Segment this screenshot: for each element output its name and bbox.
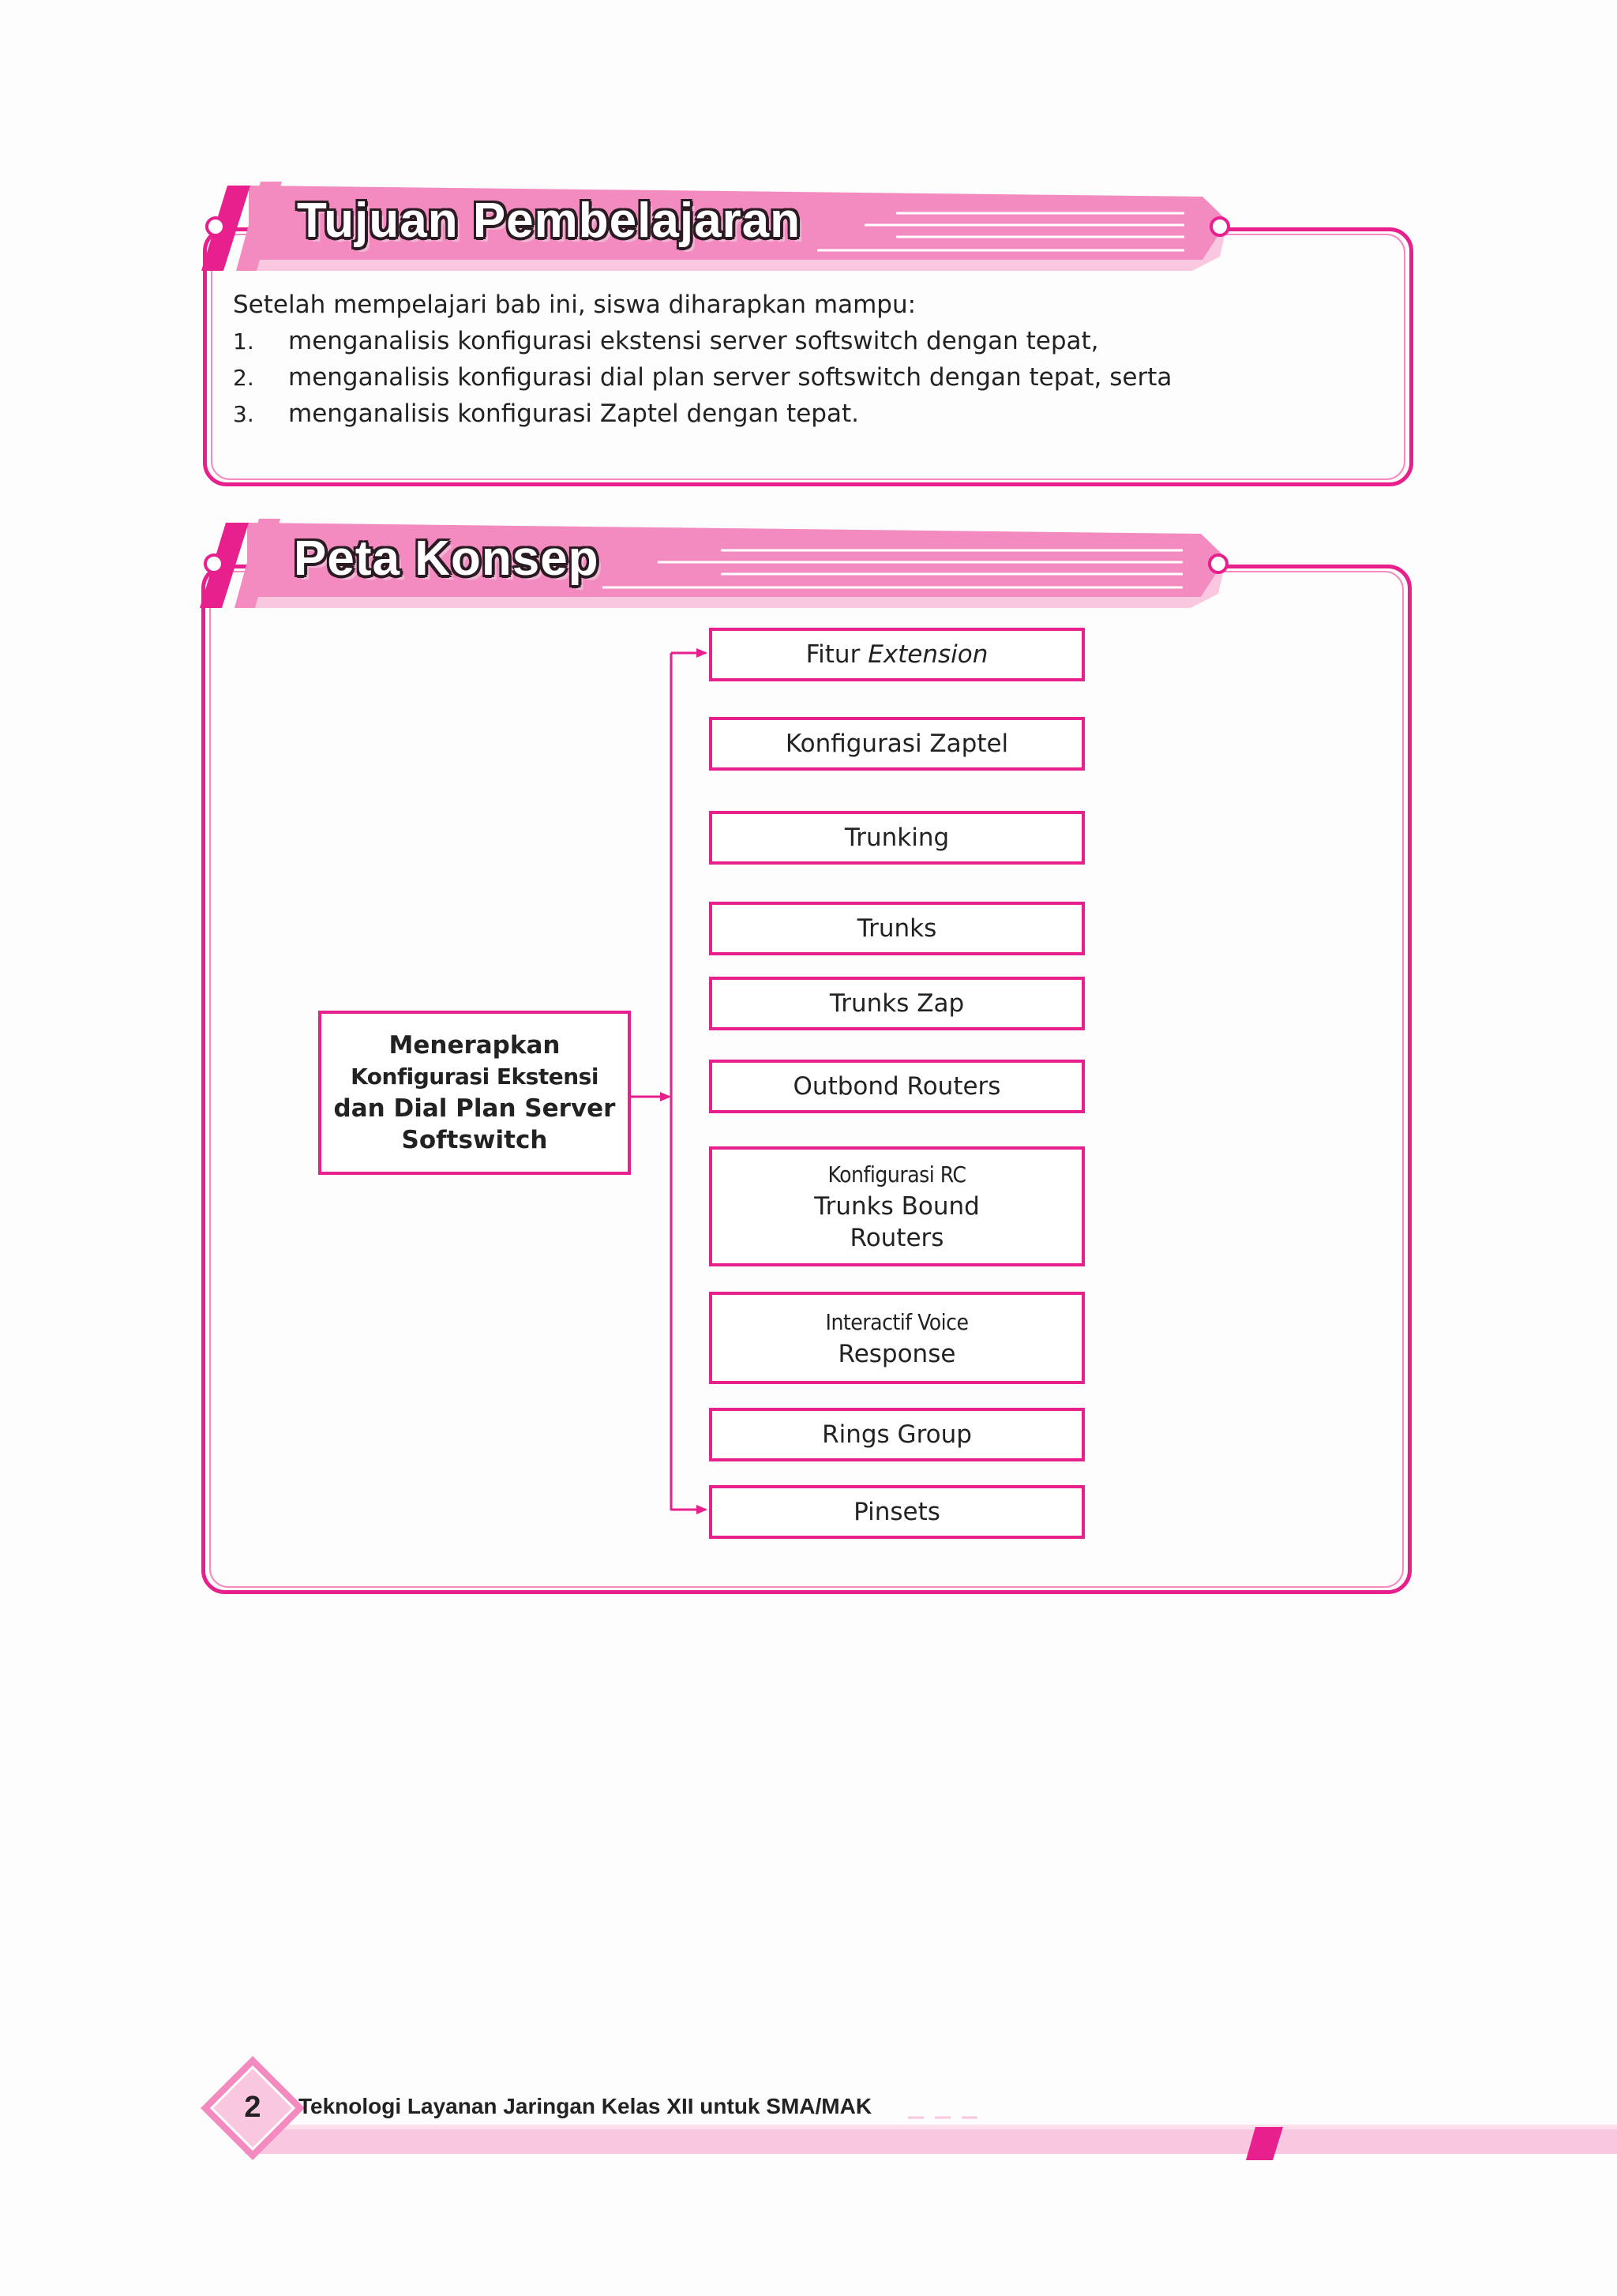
concept-box-konfigurasi-zaptel: [709, 717, 1085, 771]
goal-item: menganalisis konfigurasi ekstensi server softswitch dengan tepat,: [288, 327, 1099, 355]
main-concept-box: [318, 1011, 631, 1175]
goal-number: 1.: [233, 328, 254, 355]
box-label: Rings Group: [822, 1420, 972, 1449]
box-label: Konfigurasi RC: [827, 1161, 966, 1187]
main-concept-line: Menerapkan: [388, 1031, 561, 1060]
main-concept-line: Softswitch: [401, 1126, 548, 1154]
box-label: Fitur: [805, 640, 861, 669]
concept-box-outbond-routers: [709, 1060, 1085, 1113]
box-label: Trunks Bound: [814, 1192, 980, 1221]
concept-box-rings-group: [709, 1408, 1085, 1461]
box-label: Interactif Voice: [825, 1308, 969, 1335]
box-label-italic: Extension: [868, 640, 989, 669]
book-title: Teknologi Layanan Jaringan Kelas XII untuk SMA/MAK: [298, 2094, 872, 2118]
box-label: Trunks: [857, 914, 937, 943]
goal-item: menganalisis konfigurasi Zaptel dengan tepat.: [288, 400, 859, 428]
box-label: Konfigurasi Zaptel: [785, 730, 1009, 758]
box-label: Outbond Routers: [793, 1072, 1001, 1101]
concept-box-ivr: [709, 1292, 1085, 1384]
concept-box-trunks: [709, 902, 1085, 955]
concept-box-trunking: [709, 811, 1085, 865]
tujuan-title: Tujuan Pembelajaran: [297, 193, 801, 248]
box-label: Routers: [850, 1224, 944, 1252]
concept-box-fitur-extension: [709, 628, 1085, 681]
goal-number: 2.: [233, 365, 254, 391]
peta-title: Peta Konsep: [294, 531, 599, 586]
main-concept-line: Konfigurasi Ekstensi: [351, 1064, 598, 1090]
box-label: Trunks Zap: [829, 989, 965, 1018]
concept-box-pinsets: [709, 1485, 1085, 1539]
box-label: Pinsets: [854, 1498, 940, 1526]
concept-box-trunks-zap: [709, 977, 1085, 1030]
box-label: Trunking: [844, 823, 950, 852]
goal-item: menganalisis konfigurasi dial plan server softswitch dengan tepat, serta: [288, 363, 1172, 392]
page-number: 2: [244, 2091, 261, 2124]
goal-number: 3.: [233, 401, 254, 427]
concept-box-rc-trunks: [709, 1146, 1085, 1266]
tujuan-intro: Setelah mempelajari bab ini, siswa diharapkan mampu:: [233, 291, 917, 319]
box-label: Response: [838, 1339, 956, 1368]
main-concept-line: dan Dial Plan Server: [333, 1094, 616, 1123]
